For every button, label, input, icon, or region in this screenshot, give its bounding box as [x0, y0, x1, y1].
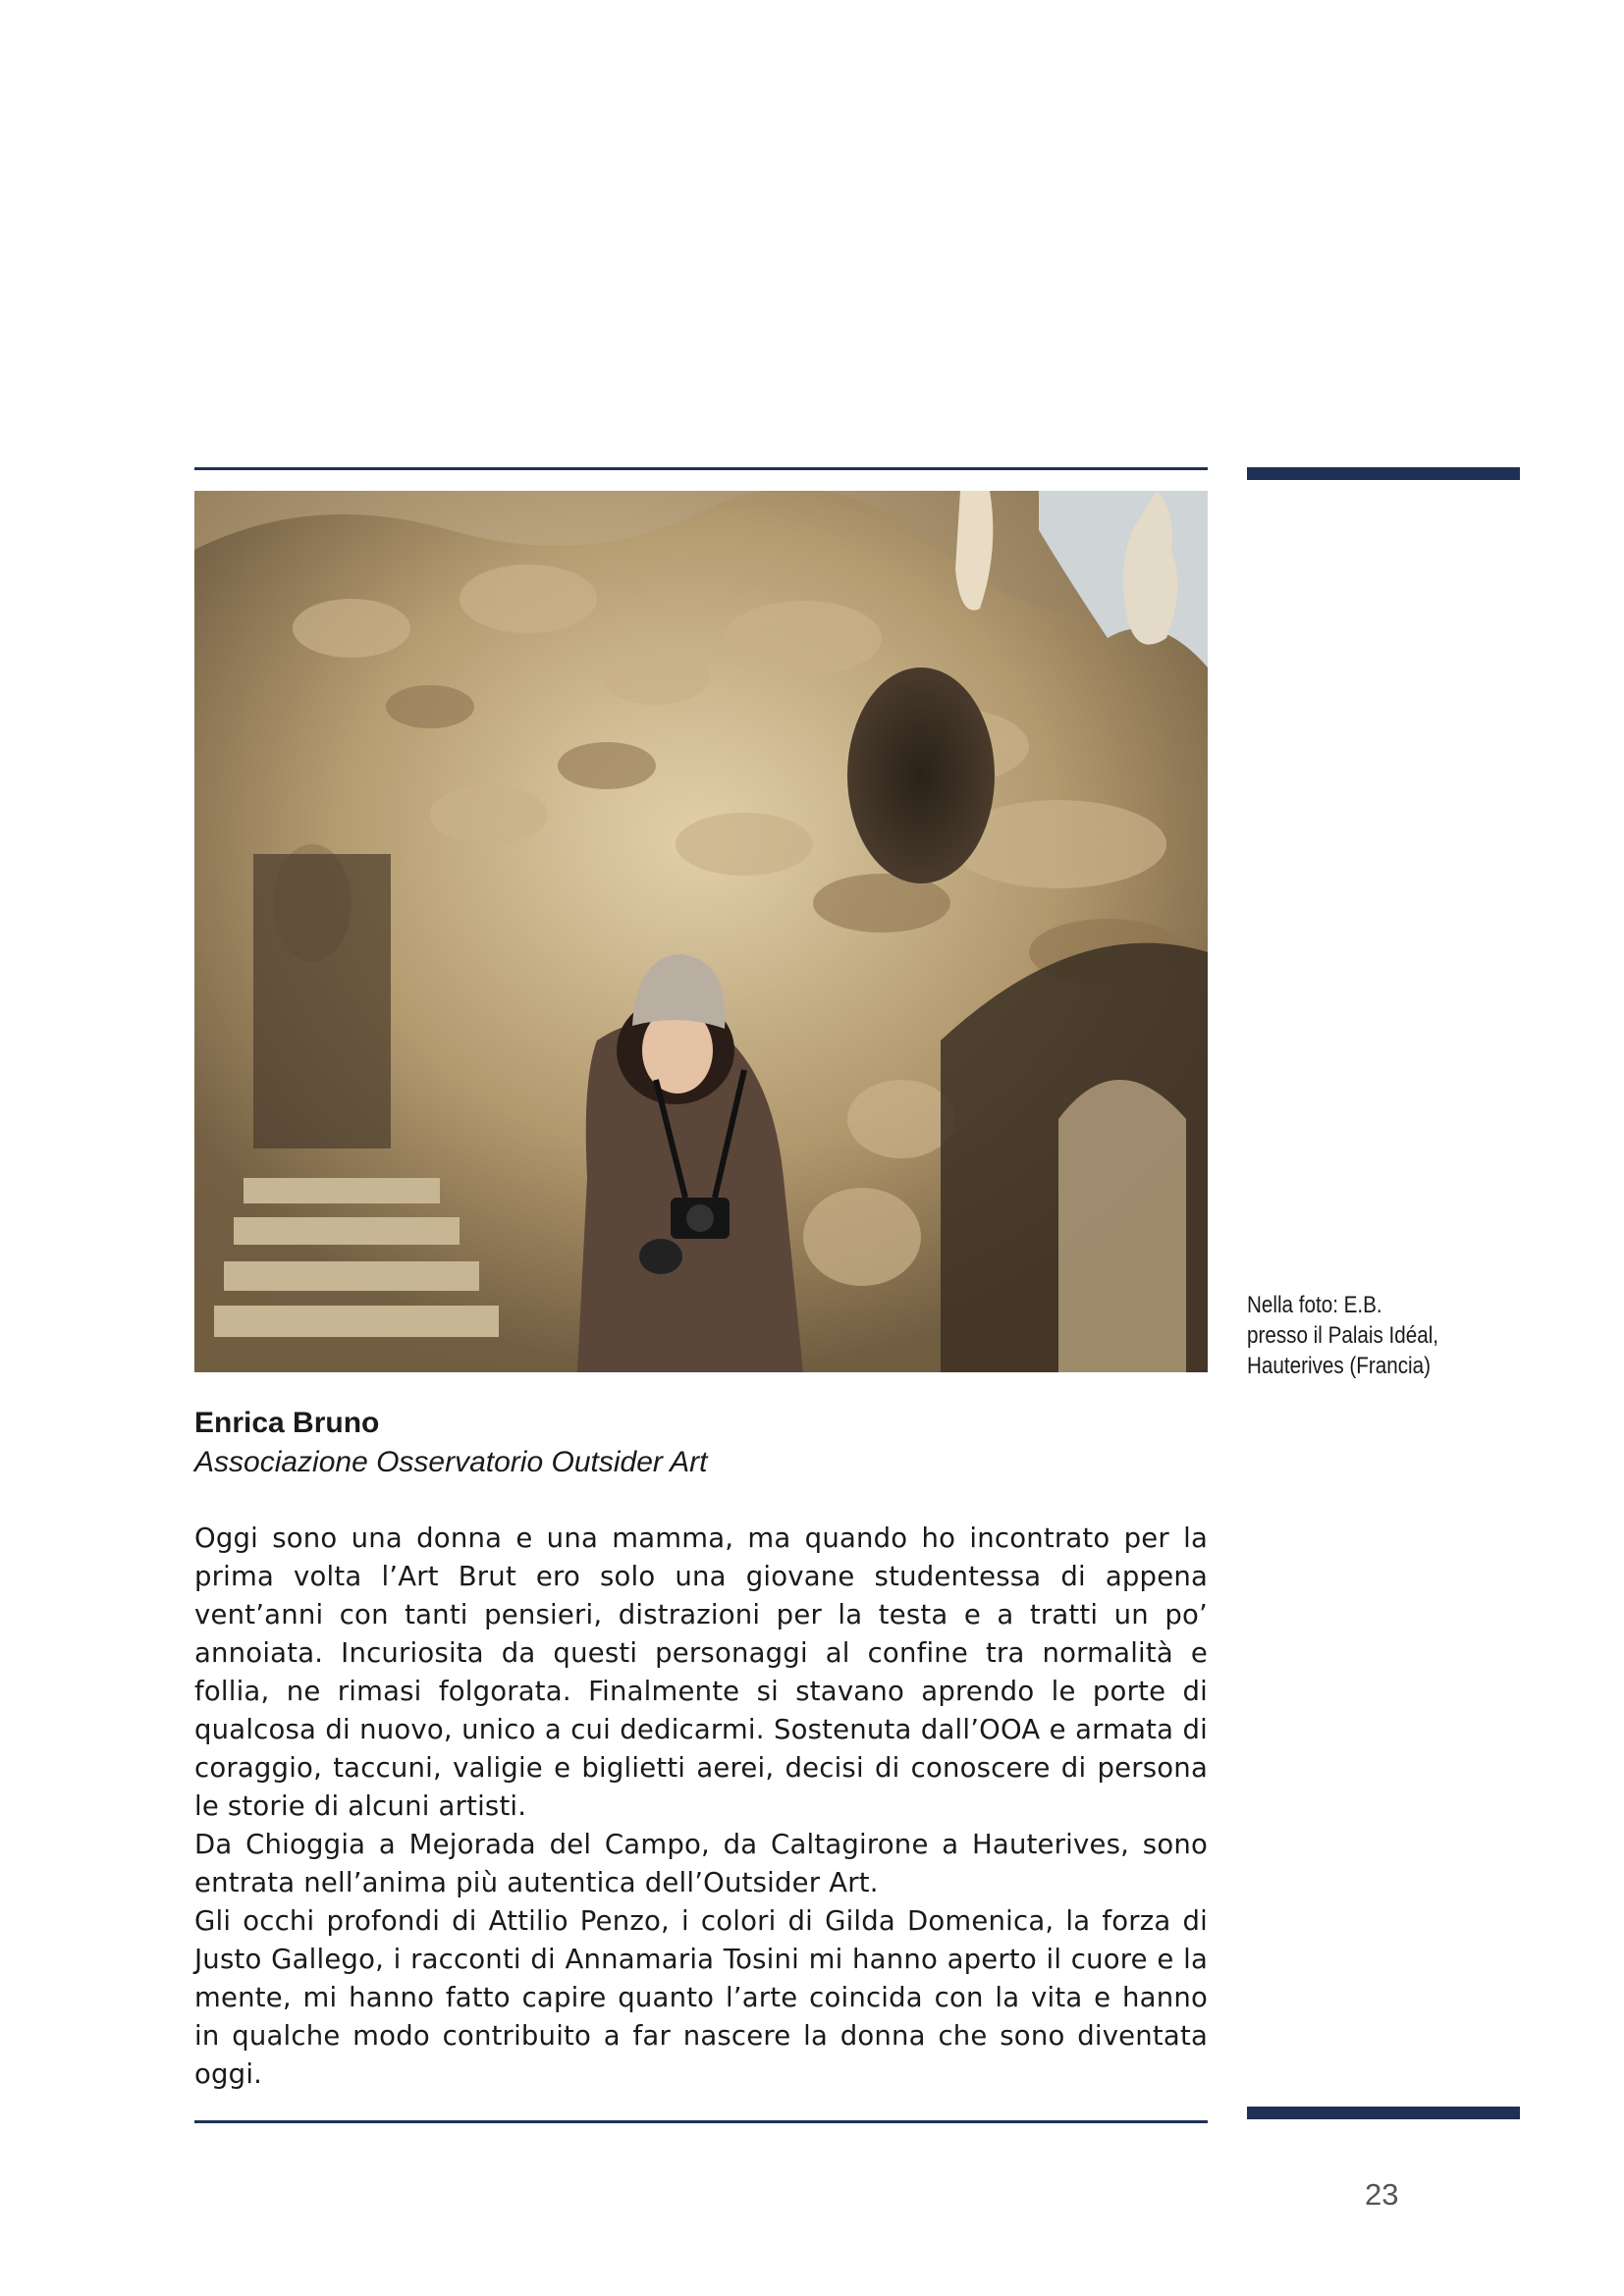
page-number: 23 [1365, 2177, 1399, 2212]
caption-line: Hauterives (Francia) [1247, 1353, 1431, 1379]
author-name: Enrica Bruno [194, 1407, 380, 1439]
photo [194, 491, 1208, 1372]
bottom-rule [194, 2120, 1208, 2123]
caption-line: Nella foto: E.B. [1247, 1292, 1382, 1318]
photo-caption [1247, 1290, 1500, 1381]
top-rule [194, 467, 1208, 470]
author-affiliation: Associazione Osservatorio Outsider Art [194, 1446, 708, 1478]
body-paragraph: Gli occhi profondi di Attilio Penzo, i colori di Gilda Domenica, la forza di Justo Gallego, i racconti di Annamaria Tosini mi hanno aperto il cuore e la mente, mi hanno fatto capire quanto l’arte coincida con la vita e hanno in qualche modo contribuito a far nascere la donna che sono diventata oggi. [194, 1905, 1208, 2090]
caption-line: presso il Palais Idéal, [1247, 1322, 1439, 1349]
body-paragraph: Da Chioggia a Mejorada del Campo, da Caltagirone a Hauterives, sono entrata nell’anima più autentica dell’Outsider Art. [194, 1829, 1208, 1898]
article-body [194, 1520, 1208, 2094]
bottom-accent-bar [1247, 2107, 1520, 2119]
top-accent-bar [1247, 467, 1520, 480]
body-paragraph: Oggi sono una donna e una mamma, ma quando ho incontrato per la prima volta l’Art Brut ero solo una giovane studentessa di appena vent’anni con tanti pensieri, distrazioni per la testa e a tratti un po’ annoiata. Incuriosita da questi personaggi al confine tra normalità e follia, ne rimasi folgorata. Finalmente si stavano aprendo le porte di qualcosa di nuovo, unico a cui dedicarmi. Sostenuta dall’OOA e armata di coraggio, taccuni, valigie e biglietti aerei, decisi di conoscere di persona le storie di alcuni artisti. [194, 1522, 1208, 1822]
photo-illustration [194, 491, 1208, 1372]
